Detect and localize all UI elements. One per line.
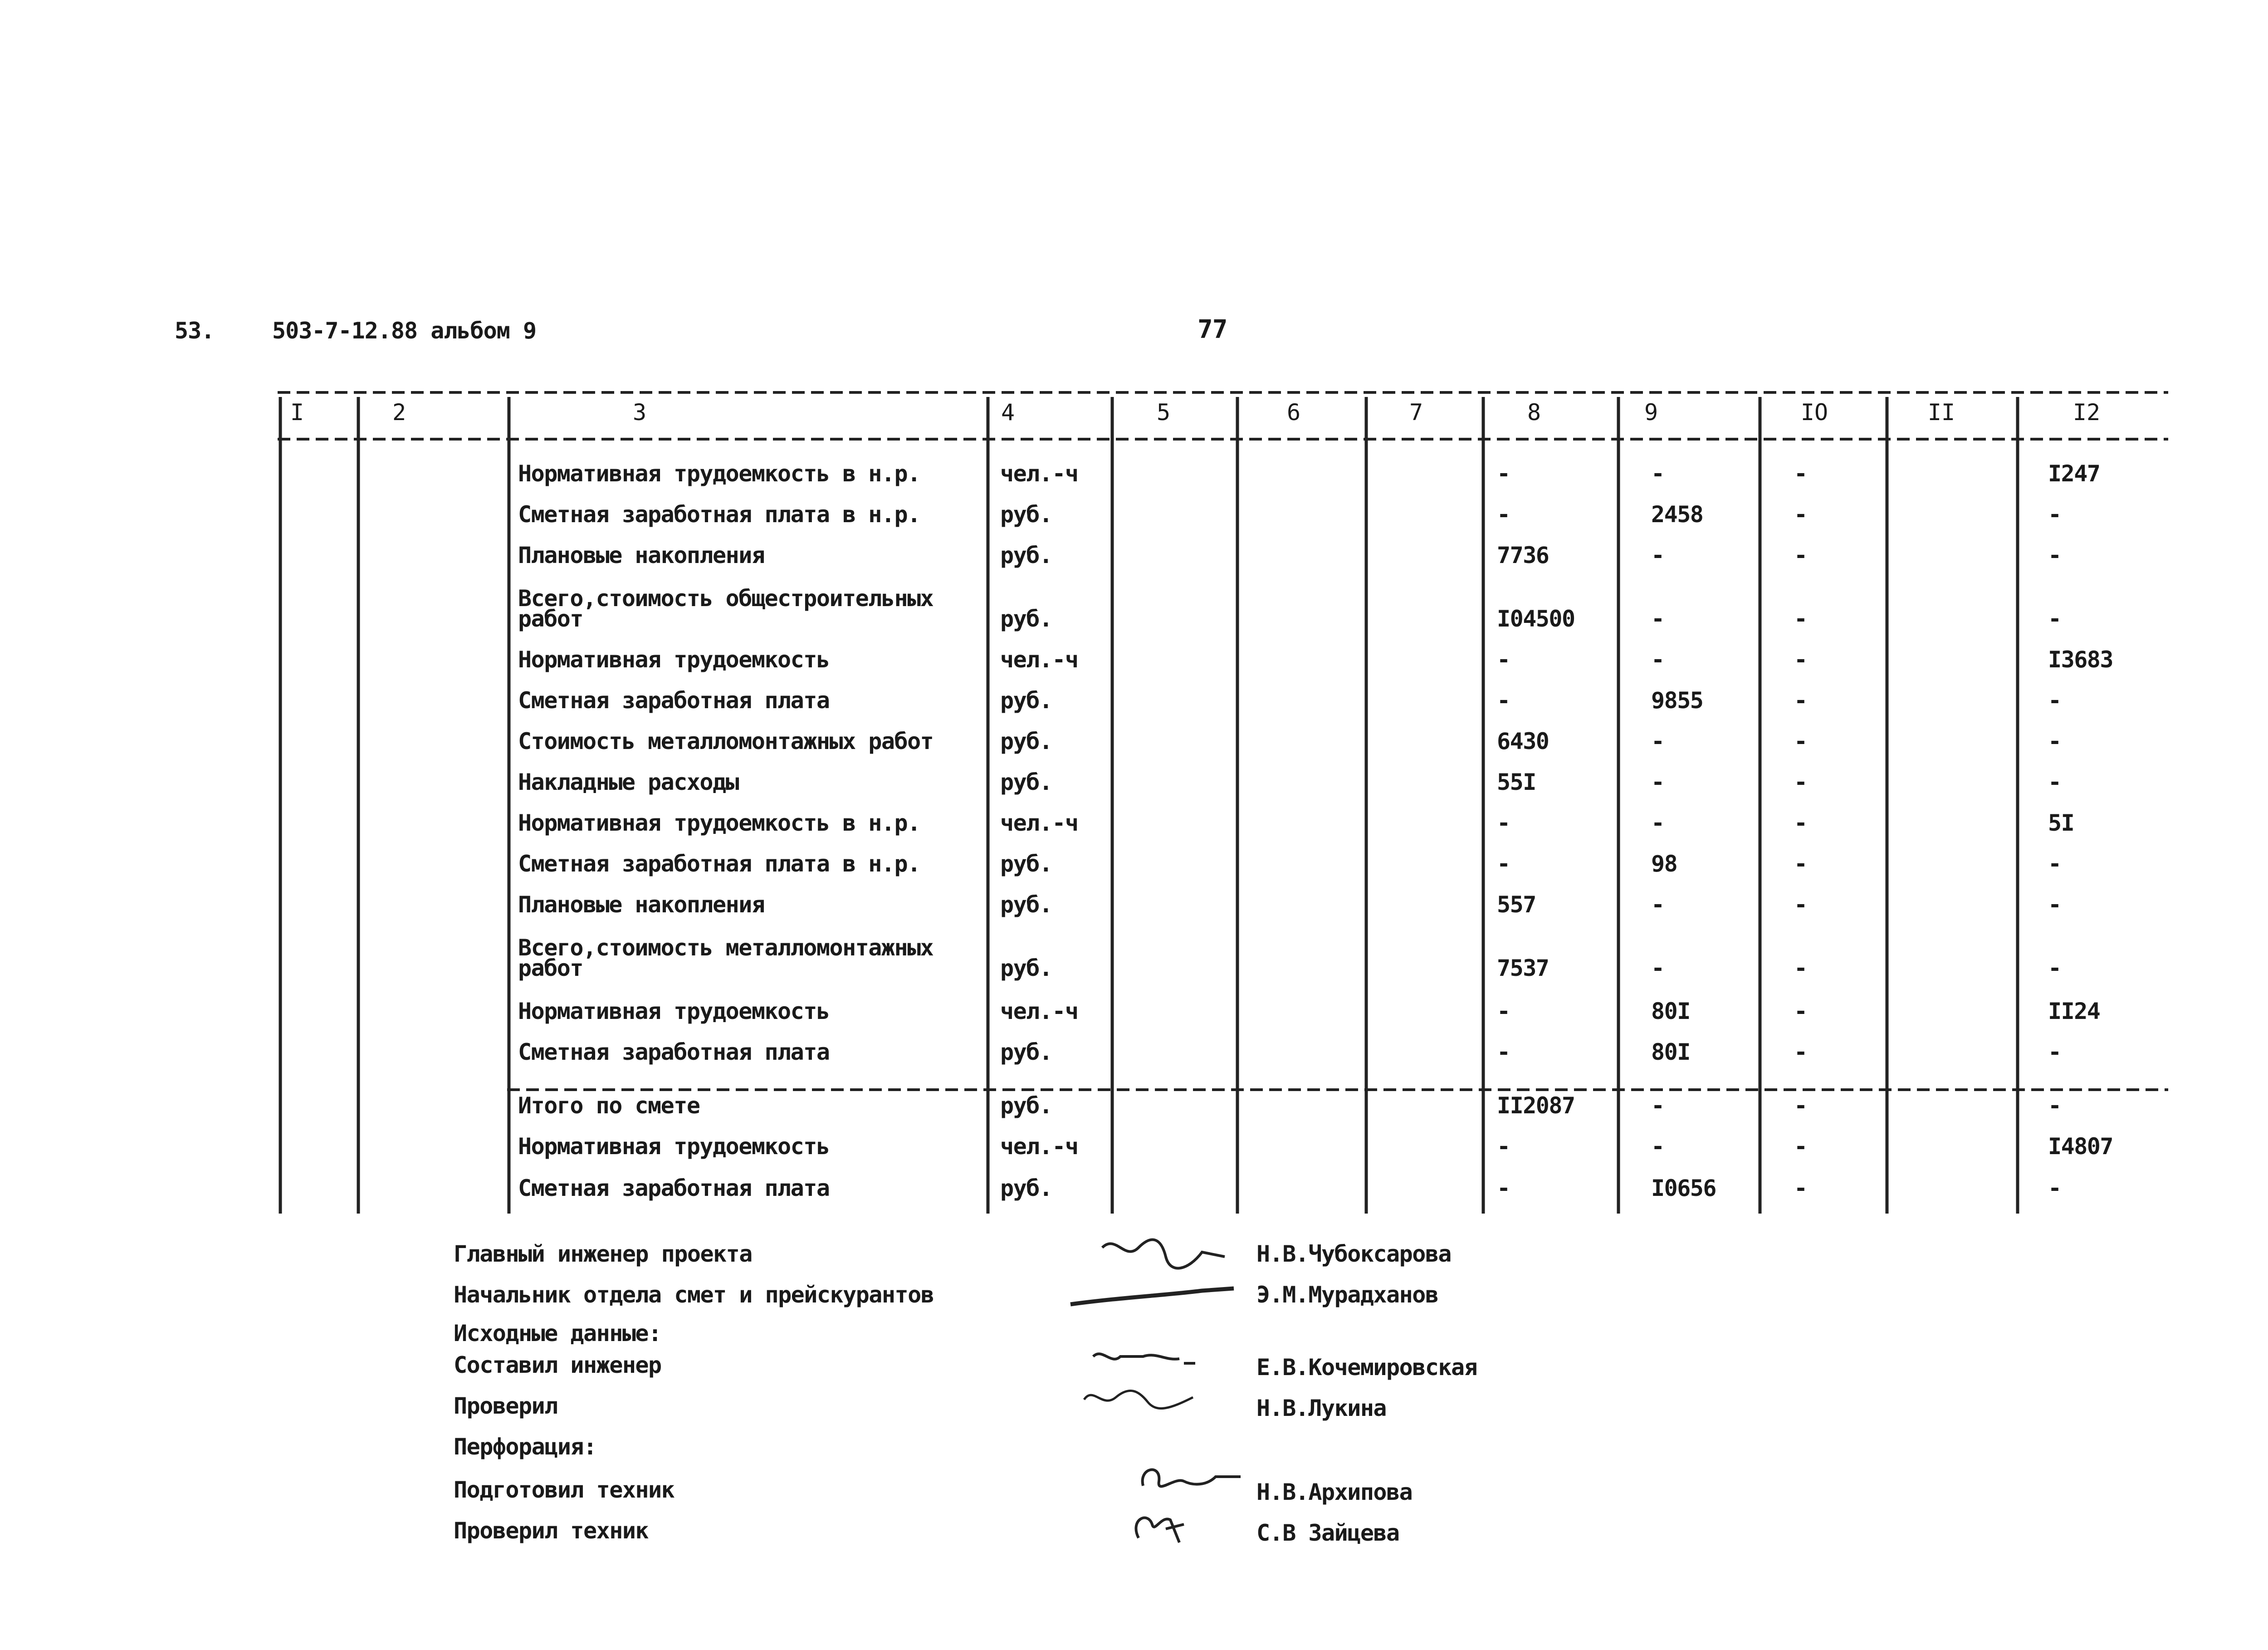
table-row-description: Сметная заработная плата в н.р. <box>518 501 920 528</box>
table-row-col10-value: - <box>1794 728 1807 754</box>
table-row-col12-value: - <box>2048 606 2061 632</box>
table-row-col8-value: - <box>1497 646 1510 673</box>
table-row-unit: руб. <box>1000 769 1052 795</box>
table-row-col9-value: 80I <box>1651 1039 1690 1065</box>
table-row-col10-value: - <box>1794 542 1807 568</box>
table-row-col10-value: - <box>1794 646 1807 673</box>
totals-row-description: Итого по смете <box>518 1092 700 1119</box>
table-row-col9-value: - <box>1651 460 1664 487</box>
totals-row-description: Нормативная трудоемкость <box>518 1133 830 1160</box>
signature-chief-engineer <box>1098 1229 1234 1279</box>
table-row-description: Сметная заработная плата в н.р. <box>518 851 920 877</box>
column-header-7: 7 <box>1409 399 1423 426</box>
column-header-1: I <box>290 399 304 426</box>
table-row-col9-value: 9855 <box>1651 687 1703 714</box>
table-row-col9-value: - <box>1651 891 1664 918</box>
table-row-unit: руб. <box>1000 728 1052 754</box>
totals-row-col8-value: II2087 <box>1497 1092 1575 1119</box>
prepared-tech-name: Н.В.Архипова <box>1256 1479 1413 1505</box>
checked-by-role: Проверил <box>454 1393 557 1419</box>
table-row-col9-value: - <box>1651 728 1664 754</box>
prepared-tech-role: Подготовил техник <box>454 1477 675 1503</box>
totals-row-unit: чел.-ч <box>1000 1133 1078 1160</box>
column-header-3: 3 <box>632 399 647 426</box>
table-row-col12-value: - <box>2048 955 2061 981</box>
table-row-col8-value: - <box>1497 851 1510 877</box>
table-row-col9-value: 98 <box>1651 851 1677 877</box>
totals-row-col10-value: - <box>1794 1175 1807 1201</box>
compiled-by-name: Е.В.Кочемировская <box>1256 1354 1477 1381</box>
table-row-col12-value: - <box>2048 769 2061 795</box>
column-header-6: 6 <box>1286 399 1301 426</box>
table-row-description: Нормативная трудоемкость <box>518 998 830 1024</box>
table-row-col9-value: - <box>1651 606 1664 632</box>
table-row-description: Сметная заработная плата <box>518 1039 830 1065</box>
table-row-unit: руб. <box>1000 687 1052 714</box>
table-row-col8-value: 55I <box>1497 769 1536 795</box>
sheet-number: 53. <box>175 318 215 344</box>
table-row-description: Всего,стоимость металломонтажных <box>518 935 934 961</box>
column-header-2: 2 <box>392 399 406 426</box>
totals-row-col10-value: - <box>1794 1092 1807 1119</box>
table-row-description: Всего,стоимость общестроительных <box>518 585 934 612</box>
table-row-col12-value: - <box>2048 501 2061 528</box>
totals-row-col12-value: I4807 <box>2048 1133 2113 1160</box>
totals-row-col9-value: - <box>1651 1092 1664 1119</box>
table-row-description-cont: работ <box>518 606 583 632</box>
table-row-col12-value: - <box>2048 1039 2061 1065</box>
compiled-by-role: Составил инженер <box>454 1352 661 1378</box>
table-row-col10-value: - <box>1794 460 1807 487</box>
table-row-col9-value: - <box>1651 955 1664 981</box>
table-row-col8-value: - <box>1497 1039 1510 1065</box>
table-row-col8-value: - <box>1497 810 1510 836</box>
table-row-col10-value: - <box>1794 1039 1807 1065</box>
checked-tech-name: С.В Зайцева <box>1256 1520 1399 1546</box>
column-header-11: II <box>1927 399 1955 426</box>
table-row-unit: руб. <box>1000 606 1052 632</box>
table-row-col8-value: 7736 <box>1497 542 1549 568</box>
totals-row-unit: руб. <box>1000 1175 1052 1201</box>
table-row-col12-value: - <box>2048 728 2061 754</box>
page-number: 77 <box>1198 315 1227 344</box>
signature-checked-tech <box>1129 1506 1188 1552</box>
table-row-col9-value: - <box>1651 769 1664 795</box>
chief-engineer-name: Н.В.Чубоксарова <box>1256 1241 1452 1267</box>
table-row-col8-value: - <box>1497 998 1510 1024</box>
table-row-col12-value: II24 <box>2048 998 2100 1024</box>
table-row-col10-value: - <box>1794 810 1807 836</box>
table-row-description-cont: работ <box>518 955 583 981</box>
table-row-col8-value: I04500 <box>1497 606 1575 632</box>
table-row-unit: руб. <box>1000 891 1052 918</box>
table-row-description: Стоимость металломонтажных работ <box>518 728 934 754</box>
table-row-col10-value: - <box>1794 891 1807 918</box>
checked-tech-role: Проверил техник <box>454 1518 649 1544</box>
perforation-label: Перфорация: <box>454 1434 596 1460</box>
chief-engineer-role: Главный инженер проекта <box>454 1241 752 1267</box>
table-row-description: Сметная заработная плата <box>518 687 830 714</box>
table-row-col8-value: - <box>1497 501 1510 528</box>
table-row-col10-value: - <box>1794 769 1807 795</box>
table-row-col10-value: - <box>1794 606 1807 632</box>
dept-head-name: Э.М.Мурадханов <box>1256 1282 1438 1308</box>
table-row-col8-value: - <box>1497 460 1510 487</box>
table-row-col9-value: - <box>1651 646 1664 673</box>
signature-checked-by <box>1080 1381 1198 1418</box>
checked-by-name: Н.В.Лукина <box>1256 1395 1387 1421</box>
table-row-col12-value: I3683 <box>2048 646 2113 673</box>
totals-row-description: Сметная заработная плата <box>518 1175 830 1201</box>
table-row-unit: чел.-ч <box>1000 460 1078 487</box>
table-row-col10-value: - <box>1794 687 1807 714</box>
totals-row-col12-value: - <box>2048 1175 2061 1201</box>
table-row-col12-value: I247 <box>2048 460 2100 487</box>
totals-row-col8-value: - <box>1497 1133 1510 1160</box>
table-row-description: Плановые накопления <box>518 891 765 918</box>
table-row-col10-value: - <box>1794 851 1807 877</box>
table-row-unit: чел.-ч <box>1000 646 1078 673</box>
column-header-8: 8 <box>1527 399 1541 426</box>
table-row-col10-value: - <box>1794 955 1807 981</box>
table-row-col8-value: - <box>1497 687 1510 714</box>
table-row-col9-value: 80I <box>1651 998 1690 1024</box>
table-row-unit: руб. <box>1000 542 1052 568</box>
source-data-label: Исходные данные: <box>454 1320 661 1346</box>
table-row-col10-value: - <box>1794 998 1807 1024</box>
table-row-unit: руб. <box>1000 1039 1052 1065</box>
table-row-description: Нормативная трудоемкость в н.р. <box>518 460 920 487</box>
table-row-col12-value: - <box>2048 851 2061 877</box>
table-row-unit: руб. <box>1000 501 1052 528</box>
table-row-col8-value: 557 <box>1497 891 1536 918</box>
table-row-col8-value: 6430 <box>1497 728 1549 754</box>
signature-compiled-by <box>1089 1343 1198 1379</box>
totals-row-unit: руб. <box>1000 1092 1052 1119</box>
totals-row-col9-value: I0656 <box>1651 1175 1716 1201</box>
column-header-9: 9 <box>1644 399 1658 426</box>
table-row-col12-value: - <box>2048 891 2061 918</box>
table-row-col12-value: - <box>2048 687 2061 714</box>
table-row-unit: руб. <box>1000 955 1052 981</box>
totals-row-col9-value: - <box>1651 1133 1664 1160</box>
column-header-4: 4 <box>1001 399 1015 426</box>
table-row-description: Нормативная трудоемкость <box>518 646 830 673</box>
table-row-unit: чел.-ч <box>1000 810 1078 836</box>
totals-row-col12-value: - <box>2048 1092 2061 1119</box>
table-row-description: Нормативная трудоемкость в н.р. <box>518 810 920 836</box>
document-code: 503-7-12.88 альбом 9 <box>272 318 537 344</box>
table-row-col10-value: - <box>1794 501 1807 528</box>
table-row-col12-value: - <box>2048 542 2061 568</box>
column-header-5: 5 <box>1156 399 1171 426</box>
dept-head-role: Начальник отдела смет и прейскурантов <box>454 1282 934 1308</box>
table-row-col12-value: 5I <box>2048 810 2074 836</box>
table-row-col8-value: 7537 <box>1497 955 1549 981</box>
table-row-description: Плановые накопления <box>518 542 765 568</box>
table-row-unit: чел.-ч <box>1000 998 1078 1024</box>
column-header-10: IO <box>1800 399 1828 426</box>
table-row-col9-value: - <box>1651 810 1664 836</box>
table-row-unit: руб. <box>1000 851 1052 877</box>
signature-dept-head <box>1066 1282 1238 1313</box>
table-row-col9-value: - <box>1651 542 1664 568</box>
table-row-col9-value: 2458 <box>1651 501 1703 528</box>
table-row-description: Накладные расходы <box>518 769 739 795</box>
column-header-12: I2 <box>2072 399 2101 426</box>
totals-row-col8-value: - <box>1497 1175 1510 1201</box>
totals-row-col10-value: - <box>1794 1133 1807 1160</box>
signature-prepared-tech <box>1134 1459 1243 1499</box>
